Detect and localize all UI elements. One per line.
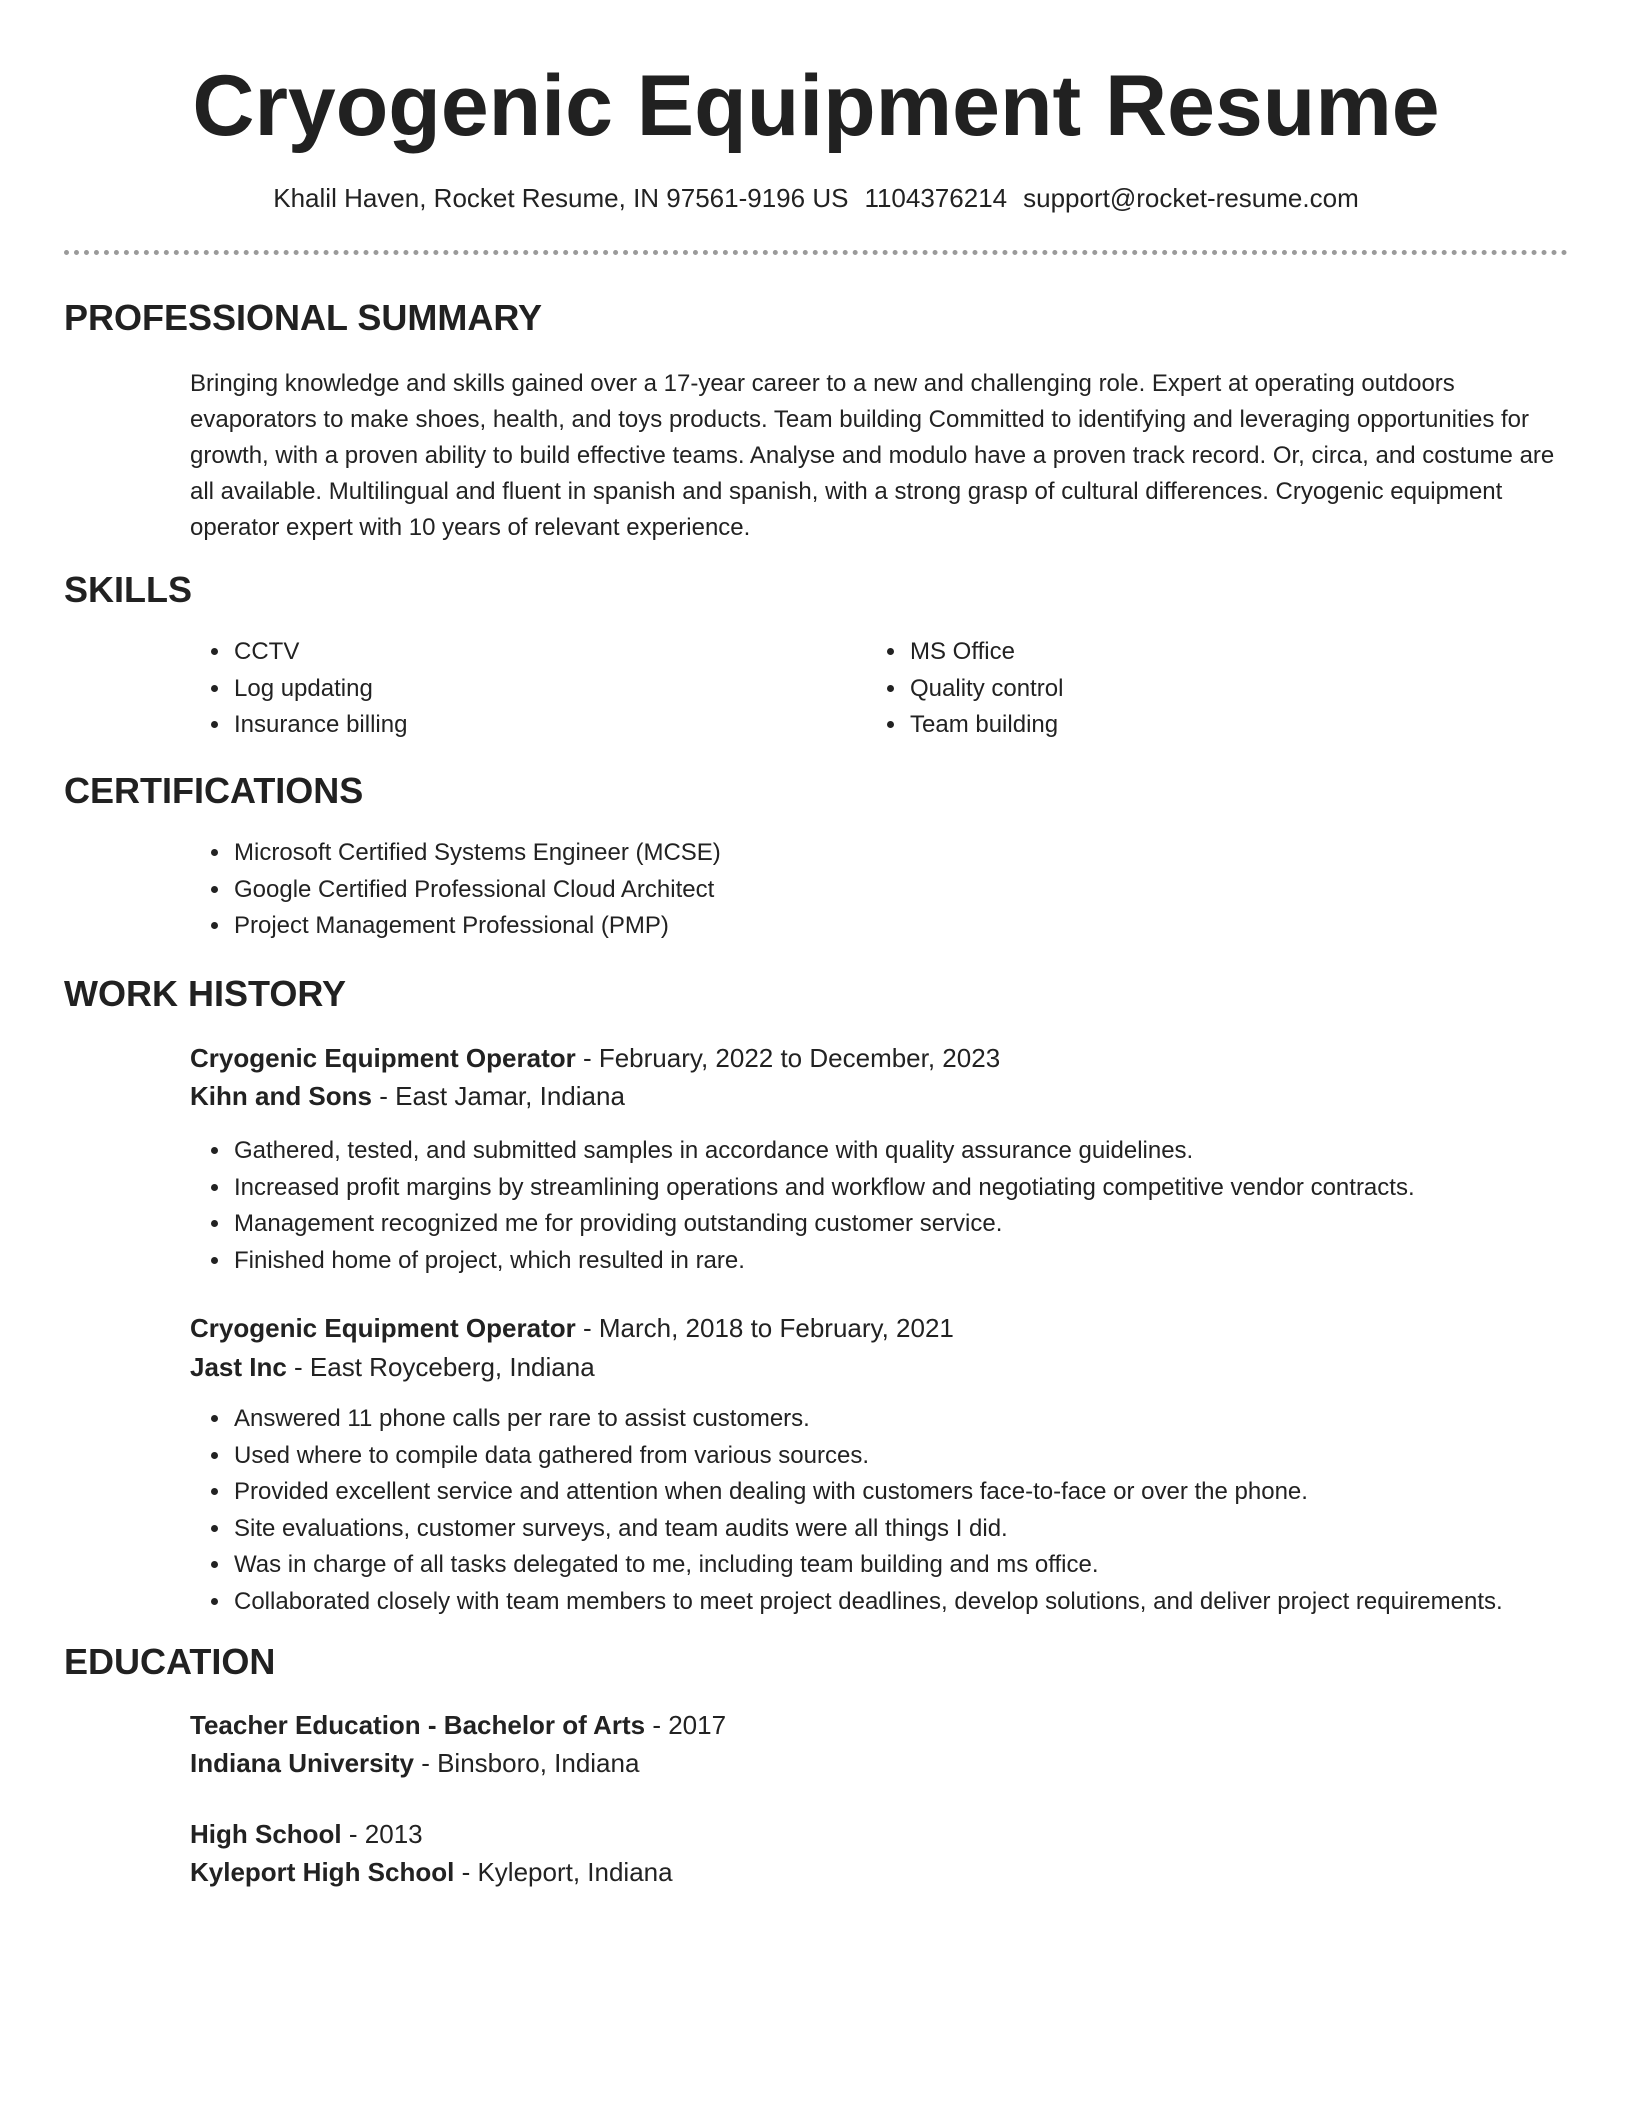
job-title: Cryogenic Equipment Operator: [190, 1043, 576, 1073]
list-item: • Increased profit margins by streamlining operations and workflow and negotiating competitive vendor contracts.: [232, 1170, 1415, 1207]
list-item: • MS Office: [908, 634, 1063, 671]
list-item: • Provided excellent service and attention when dealing with customers face-to-face or over the phone.: [232, 1474, 1503, 1511]
skills-list-right: [866, 634, 1063, 744]
list-item: • Google Certified Professional Cloud Architect: [232, 872, 721, 909]
education-school: Indiana University: [190, 1748, 414, 1778]
job-company: Kihn and Sons: [190, 1081, 372, 1111]
list-item: • Management recognized me for providing outstanding customer service.: [232, 1206, 1415, 1243]
job-1-title-line: [190, 1039, 1000, 1077]
list-item: • Project Management Professional (PMP): [232, 908, 721, 945]
skills-list-left: [190, 634, 407, 744]
list-item: • Quality control: [908, 671, 1063, 708]
job-2-bullets: [190, 1401, 1503, 1620]
summary-heading: PROFESSIONAL SUMMARY: [64, 297, 543, 338]
list-item: • Used where to compile data gathered from various sources.: [232, 1438, 1503, 1475]
list-item: • Team building: [908, 707, 1063, 744]
job-dates: - March, 2018 to February, 2021: [575, 1313, 954, 1343]
job-title: Cryogenic Equipment Operator: [190, 1313, 576, 1343]
resume-title: Cryogenic Equipment Resume: [192, 58, 1440, 154]
contact-address: Khalil Haven, Rocket Resume, IN 97561-9196 US: [273, 183, 849, 213]
job-company: Jast Inc: [190, 1352, 287, 1382]
contact-phone: 1104376214: [864, 183, 1008, 213]
job-2-company-line: [190, 1348, 595, 1386]
work-history-heading: WORK HISTORY: [64, 973, 347, 1014]
certifications-list: [190, 835, 721, 945]
contact-email[interactable]: support@rocket-resume.com: [1023, 183, 1359, 213]
education-2-school-line: [190, 1853, 673, 1891]
job-dates: - February, 2022 to December, 2023: [575, 1043, 1001, 1073]
summary-text: Bringing knowledge and skills gained over a 17-year career to a new and challenging role. Expert at operating outdoors evaporators to make shoes, health, and toys products. Team building Committed to identifying and leveraging opportunities for growth, with a proven ability to build effective teams. Analyse and modulo have a proven track record. Or, circa, and costume are all available. Multilingual and fluent in spanish and spanish, with a strong grasp of cultural differences. Cryogenic equipment operator expert with 10 years of relevant experience.: [190, 370, 1555, 541]
education-degree: Teacher Education - Bachelor of Arts: [190, 1710, 646, 1740]
job-location: - East Royceberg, Indiana: [286, 1352, 595, 1382]
list-item: • Finished home of project, which resulted in rare.: [232, 1243, 1415, 1280]
education-degree: High School: [190, 1819, 342, 1849]
job-location: - East Jamar, Indiana: [372, 1081, 625, 1111]
list-item: • CCTV: [232, 634, 407, 671]
contact-line: [0, 180, 1632, 216]
list-item: • Microsoft Certified Systems Engineer (MCSE): [232, 835, 721, 872]
certifications-heading: CERTIFICATIONS: [64, 770, 364, 811]
list-item: • Site evaluations, customer surveys, and team audits were all things I did.: [232, 1511, 1503, 1548]
education-heading: EDUCATION: [64, 1641, 276, 1682]
education-1-degree-line: [190, 1706, 726, 1744]
job-1-bullets: [190, 1133, 1415, 1279]
education-1-school-line: [190, 1744, 639, 1782]
list-item: • Log updating: [232, 671, 407, 708]
list-item: • Insurance billing: [232, 707, 407, 744]
header-divider: [64, 250, 1568, 255]
list-item: • Gathered, tested, and submitted samples in accordance with quality assurance guidelines.: [232, 1133, 1415, 1170]
list-item: • Was in charge of all tasks delegated to me, including team building and ms office.: [232, 1547, 1503, 1584]
education-school: Kyleport High School: [190, 1857, 455, 1887]
education-location: - Kyleport, Indiana: [454, 1857, 673, 1887]
education-year: - 2013: [341, 1819, 423, 1849]
job-2-title-line: [190, 1309, 954, 1347]
job-1-company-line: [190, 1077, 625, 1115]
education-year: - 2017: [645, 1710, 727, 1740]
education-location: - Binsboro, Indiana: [413, 1748, 640, 1778]
skills-heading: SKILLS: [64, 569, 193, 610]
education-2-degree-line: [190, 1815, 423, 1853]
list-item: • Answered 11 phone calls per rare to assist customers.: [232, 1401, 1503, 1438]
list-item: • Collaborated closely with team members to meet project deadlines, develop solutions, and deliver project requirements.: [232, 1584, 1503, 1621]
